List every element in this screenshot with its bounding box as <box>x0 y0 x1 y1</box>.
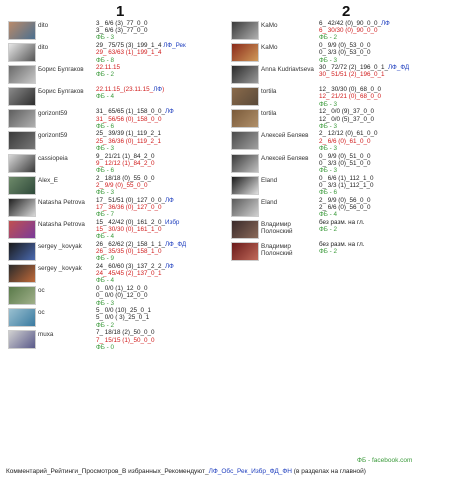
stats-line-1-end: ) <box>162 86 165 94</box>
photo-stats <box>319 219 365 233</box>
photo-stats <box>319 20 390 42</box>
facebook-count: ФБ - 2 <box>319 34 338 42</box>
photo-thumbnail[interactable] <box>231 198 259 217</box>
facebook-count: ФБ - 3 <box>96 34 115 42</box>
stats-line-1-text: 15_ 42/42 (0)_161_2_0_ <box>96 218 165 226</box>
stats-line-1-text: 9_ 21/21 (1)_84_2_0 <box>96 152 155 160</box>
stats-line-1-text: 29_ 75/75 (3)_199_1_4 <box>96 42 164 50</box>
photo-stats <box>319 197 370 219</box>
stats-line-1-text: 17_ 51/51 (0)_127_0_0_ <box>96 196 165 204</box>
facebook-count: ФБ - 2 <box>319 248 338 256</box>
photo-thumbnail[interactable] <box>231 21 259 40</box>
author-name[interactable]: sergey _kovyak <box>38 265 82 273</box>
facebook-count: ФБ - 0 <box>96 343 115 351</box>
facebook-count: ФБ - 3 <box>96 144 115 152</box>
author-name[interactable]: Natasha Petrova <box>38 198 85 206</box>
section-tag[interactable]: Избр <box>164 218 180 226</box>
section-tag[interactable]: ЛФ <box>164 263 174 271</box>
stats-line-2: 25_ 36/36 (0)_119_2_1 <box>96 137 162 145</box>
photo-stats <box>319 241 365 255</box>
stats-line-1-text: без разм. на гл. <box>319 218 365 226</box>
stats-line-1 <box>96 329 154 336</box>
stats-line-2: 9_ 12/12 (1)_84_2_0 <box>96 159 155 167</box>
photo-stats <box>96 241 186 263</box>
photo-thumbnail[interactable] <box>8 308 36 327</box>
photo-thumbnail[interactable] <box>231 131 259 150</box>
photo-thumbnail[interactable] <box>8 176 36 195</box>
stats-line-1-text: 25_ 39/39 (1)_119_2_1 <box>96 130 162 138</box>
photo-stats <box>96 86 164 100</box>
facebook-count: ФБ - 6 <box>319 189 338 197</box>
photo-stats <box>96 64 120 78</box>
author-name[interactable]: oc <box>38 309 45 317</box>
section-tag[interactable]: ЛФ <box>153 86 163 94</box>
author-name[interactable]: KaMo <box>261 22 278 29</box>
stats-line-1 <box>96 219 179 226</box>
footer-legend <box>6 468 366 475</box>
author-name[interactable]: Алексей Беляев <box>261 154 309 162</box>
stats-line-1 <box>96 42 186 49</box>
stats-line-2: 30_ 51/51 (2)_196_0_1 <box>319 71 385 79</box>
footer-legend-sections: ЛФ_Обс_Рек_Избр_ФД_ФН <box>208 468 292 475</box>
author-name[interactable]: Владимир Полонский <box>261 242 293 258</box>
stats-line-2: 12_ 21/21 (0)_68_0_0 <box>319 93 381 101</box>
stats-line-1 <box>319 197 370 204</box>
stats-line-1-text: 22.11.15_(23.11.15_ <box>96 86 154 94</box>
stats-line-1-text: 7_ 18/18 (2)_50_0_0 <box>96 329 155 337</box>
stats-line-1 <box>96 64 120 71</box>
photo-thumbnail[interactable] <box>231 220 259 239</box>
photo-thumbnail[interactable] <box>8 198 36 217</box>
photo-stats <box>96 307 151 329</box>
photo-thumbnail[interactable] <box>231 87 259 106</box>
photo-thumbnail[interactable] <box>231 154 259 173</box>
photo-thumbnail[interactable] <box>8 286 36 305</box>
author-name[interactable]: sergey _kovyak <box>38 242 82 250</box>
stats-line-1 <box>96 130 161 137</box>
facebook-count: ФБ - 3 <box>96 189 115 197</box>
photo-stats <box>96 263 174 285</box>
stats-line-1 <box>96 108 174 115</box>
author-name[interactable]: Борис Булгаков <box>38 88 84 96</box>
photo-thumbnail[interactable] <box>8 43 36 62</box>
author-name[interactable]: Eland <box>261 198 278 206</box>
photo-thumbnail[interactable] <box>8 65 36 84</box>
stats-line-1-text: 0_ 6/6 (1)_112_1_0 <box>319 174 374 182</box>
stats-line-1 <box>96 307 151 314</box>
photo-stats <box>96 219 179 241</box>
photo-thumbnail[interactable] <box>8 242 36 261</box>
stats-line-2: 26_ 35/35 (0)_158_1_0 <box>96 248 162 256</box>
facebook-count: ФБ - 3 <box>319 56 338 64</box>
photo-stats <box>319 153 370 175</box>
stats-line-1 <box>96 20 147 27</box>
stats-line-2: 2_ 6/6 (0)_56_0_0 <box>319 203 371 211</box>
photo-stats <box>319 175 374 197</box>
stats-line-1-text: 12_ 0/0 (9)_37_0_0 <box>319 108 374 116</box>
stats-line-1 <box>319 153 370 160</box>
stats-line-1-text: 31_ 65/65 (1)_158_0_0_ <box>96 108 165 116</box>
stats-line-1-text: 5_ 0/0 (10)_25_0_1 <box>96 307 151 315</box>
stats-line-1 <box>319 20 390 27</box>
stats-line-1 <box>319 241 365 248</box>
stats-line-1-text: 30_ 72/72 (2)_196_0_1_ <box>319 64 388 72</box>
facebook-count: ФБ - 4 <box>96 277 115 285</box>
facebook-count: ФБ - 9 <box>96 255 115 263</box>
facebook-count: ФБ - 6 <box>96 122 115 130</box>
footer-legend-suffix: (в разделах на главной) <box>291 468 366 475</box>
author-name[interactable]: tortila <box>261 88 277 96</box>
photo-thumbnail[interactable] <box>8 154 36 173</box>
stats-line-2: 2_ 9/9 (0)_55_0_0 <box>96 181 148 189</box>
photo-thumbnail[interactable] <box>231 176 259 195</box>
author-name[interactable]: tortila <box>261 110 277 118</box>
stats-line-2: 29_ 63/63 (1)_199_1_4 <box>96 49 162 57</box>
photo-stats <box>96 153 154 175</box>
author-name[interactable]: Natasha Petrova <box>38 220 85 228</box>
photo-stats <box>96 20 147 42</box>
author-name[interactable]: dito <box>38 44 49 52</box>
facebook-count: ФБ - 3 <box>319 100 338 108</box>
facebook-count: ФБ - 7 <box>96 211 115 219</box>
photo-stats <box>96 175 154 197</box>
author-name[interactable]: gorizont59 <box>38 132 68 140</box>
stats-line-1-text: 2_ 9/9 (0)_56_0_0 <box>319 196 371 204</box>
facebook-count: ФБ - 8 <box>96 56 115 64</box>
photo-stats <box>96 329 154 351</box>
stats-line-1 <box>96 263 174 270</box>
photo-stats <box>319 108 374 130</box>
author-name[interactable]: Eland <box>261 176 278 184</box>
author-name[interactable]: gorizont59 <box>38 110 68 118</box>
stats-line-2: 0_ 3/3 (1)_112_1_0 <box>319 181 374 189</box>
photo-thumbnail[interactable] <box>8 109 36 128</box>
stats-line-2: 24_ 45/45 (2)_137_0_1 <box>96 270 162 278</box>
stats-line-2: 6_ 30/30 (0)_90_0_0 <box>319 27 378 35</box>
photo-stats <box>319 42 370 64</box>
photo-stats <box>96 130 161 152</box>
stats-line-1 <box>319 108 374 115</box>
author-name[interactable]: oc <box>38 287 45 295</box>
section-tag[interactable]: ЛФ_Рек <box>163 42 186 50</box>
stats-line-1-text: 26_ 62/62 (2)_158_1_1_ <box>96 240 165 248</box>
column-number-2: 2 <box>342 3 351 20</box>
author-name[interactable]: Владимир Полонский <box>261 220 293 236</box>
stats-line-2: 7_ 15/15 (1)_50_0_0 <box>96 336 155 344</box>
stats-line-1 <box>96 175 154 182</box>
photo-thumbnail[interactable] <box>231 65 259 84</box>
footer-legend-prefix: Комментарий_Рейтинги_Просмотров_В избранных_Рекомендуют_ <box>6 468 209 475</box>
facebook-count: ФБ - 4 <box>96 93 115 101</box>
stats-line-2: 0_ 0/0 (0)_12_0_0 <box>96 292 148 300</box>
stats-line-1-text: 3_ 6/6 (3)_77_0_0 <box>96 20 148 27</box>
stats-line-1 <box>319 86 381 93</box>
section-tag[interactable]: ЛФ <box>380 20 390 27</box>
stats-line-1-text: 2_ 12/12 (0)_61_0_0 <box>319 130 378 138</box>
photo-thumbnail[interactable] <box>8 87 36 106</box>
photo-thumbnail[interactable] <box>8 21 36 40</box>
facebook-count: ФБ - 3 <box>319 122 338 130</box>
photo-thumbnail[interactable] <box>231 109 259 128</box>
facebook-count: ФБ - 2 <box>319 226 338 234</box>
stats-line-1-text: 2_ 18/18 (0)_55_0_0 <box>96 174 155 182</box>
stats-line-2: 17_ 36/36 (0)_127_0_0 <box>96 203 162 211</box>
facebook-count: ФБ - 4 <box>96 233 115 241</box>
stats-line-2: 12_ 0/0 (5)_37_0_0 <box>319 115 374 123</box>
stats-line-1 <box>96 153 154 160</box>
author-name[interactable]: Алексей Беляев <box>261 132 309 140</box>
facebook-count: ФБ - 3 <box>319 144 338 152</box>
section-tag[interactable]: ЛФ <box>164 108 174 116</box>
author-name[interactable]: Alex_E <box>38 176 58 184</box>
stats-line-1-text: 22.11.15 <box>96 64 121 72</box>
fb-legend: ФБ - facebook.com <box>357 457 413 464</box>
author-name[interactable]: dito <box>38 22 49 29</box>
facebook-count: ФБ - 6 <box>96 166 115 174</box>
author-name[interactable]: Борис Булгаков <box>38 66 84 74</box>
photo-thumbnail[interactable] <box>8 264 36 283</box>
photo-stats <box>96 108 174 130</box>
stats-line-1 <box>96 241 186 248</box>
facebook-count: ФБ - 3 <box>319 166 338 174</box>
photo-stats <box>319 130 377 152</box>
author-name[interactable]: cassiopeia <box>38 154 68 162</box>
stats-line-1-text: 0_ 9/9 (0)_51_0_0 <box>319 152 371 160</box>
photo-stats <box>319 64 409 78</box>
photo-thumbnail[interactable] <box>231 242 259 261</box>
stats-line-1 <box>319 42 370 49</box>
stats-line-1 <box>96 285 147 292</box>
stats-line-1 <box>319 64 409 71</box>
stats-line-2: 0_ 3/3 (0)_53_0_0 <box>319 49 371 57</box>
stats-line-2: 31_ 56/56 (0)_158_0_0 <box>96 115 162 123</box>
author-name[interactable]: muxa <box>38 331 54 339</box>
photo-stats <box>96 42 186 64</box>
stats-line-1-text: 24_ 60/60 (3)_137_2_2_ <box>96 263 165 271</box>
stats-line-2: 5_ 0/0 ( 3)_25_0_1 <box>96 314 150 322</box>
facebook-count: ФБ - 2 <box>96 321 115 329</box>
photo-stats <box>319 86 381 108</box>
facebook-count: ФБ - 3 <box>96 299 115 307</box>
stats-line-2: 3_ 6/6 (3)_77_0_0 <box>96 27 148 35</box>
stats-line-2: 0_ 3/3 (0)_51_0_0 <box>319 159 371 167</box>
stats-line-1 <box>96 86 164 93</box>
stats-line-1 <box>319 219 365 226</box>
facebook-count: ФБ - 4 <box>319 211 338 219</box>
stats-line-1 <box>319 175 374 182</box>
photo-thumbnail[interactable] <box>8 330 36 349</box>
stats-line-1-text: 12_ 30/30 (0)_68_0_0 <box>319 86 381 94</box>
stats-line-2: 2_ 6/6 (0)_61_0_0 <box>319 137 371 145</box>
photo-thumbnail[interactable] <box>231 43 259 62</box>
stats-line-1 <box>96 197 174 204</box>
section-tag[interactable]: ЛФ_ФД <box>387 64 410 72</box>
photo-thumbnail[interactable] <box>8 131 36 150</box>
photo-stats <box>96 285 147 307</box>
stats-line-2: 15_ 30/30 (0)_161_1_0 <box>96 226 162 234</box>
section-tag[interactable]: ЛФ_ФД <box>164 240 187 248</box>
stats-line-1-text: без разм. на гл. <box>319 240 365 248</box>
stats-line-1-text: 6_ 42/42 (0)_90_0_0_ <box>319 20 381 27</box>
stats-line-1-text: 0_ 0/0 (1)_12_0_0 <box>96 285 148 293</box>
section-tag[interactable]: ЛФ <box>164 196 174 204</box>
stats-line-1 <box>319 130 377 137</box>
facebook-count: ФБ - 2 <box>96 71 115 79</box>
column-number-1: 1 <box>116 3 125 20</box>
author-name[interactable]: Anna Kudriavtseva <box>261 66 314 74</box>
photo-thumbnail[interactable] <box>8 220 36 239</box>
author-name[interactable]: KaMo <box>261 44 278 52</box>
stats-line-1-text: 0_ 9/9 (0)_53_0_0 <box>319 42 371 50</box>
photo-stats <box>96 197 174 219</box>
